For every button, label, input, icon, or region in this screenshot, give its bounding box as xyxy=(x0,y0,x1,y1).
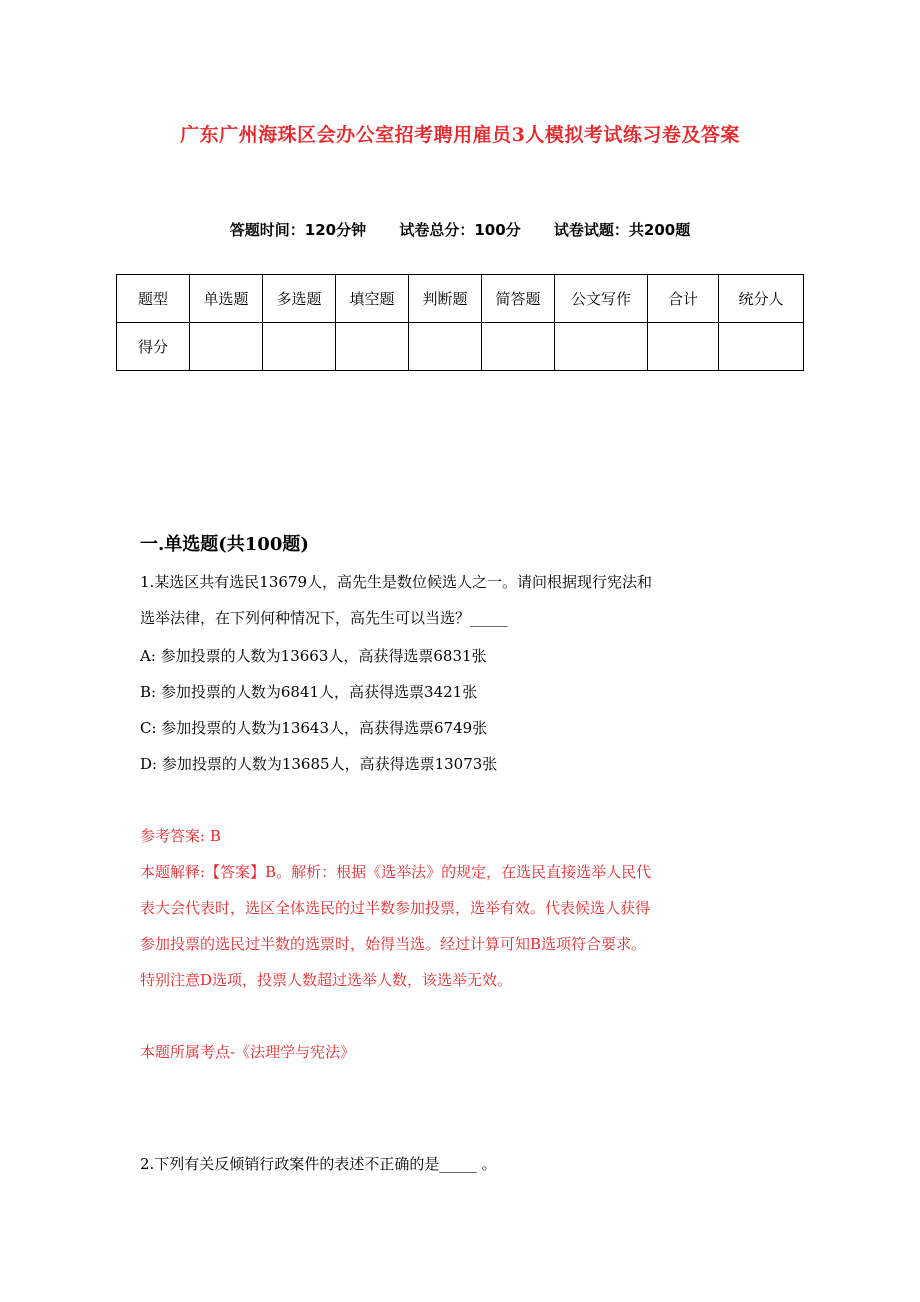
header-cell-fill: 填空题 xyxy=(336,275,409,323)
score-cell xyxy=(336,323,409,371)
exam-meta xyxy=(0,219,920,240)
score-table xyxy=(116,274,804,371)
option-a: A: 参加投票的人数为13663人，高获得选票6831张 xyxy=(140,647,487,665)
explanation-line: 本题解释:【答案】B。解析：根据《选举法》的规定，在选民直接选举人民代 xyxy=(140,863,652,881)
exam-time: 答题时间：120分钟 xyxy=(229,221,367,239)
explanation-line: 参加投票的选民过半数的选票时，始得当选。经过计算可知B选项符合要求。 xyxy=(140,935,647,953)
question-1-stem-line: 1.某选区共有选民13679人，高先生是数位候选人之一。请问根据现行宪法和 xyxy=(140,573,653,591)
exam-total-score: 试卷总分：100分 xyxy=(399,221,521,239)
explanation-line: 特别注意D选项，投票人数超过选举人数，该选举无效。 xyxy=(140,971,513,989)
exam-question-count: 试卷试题：共200题 xyxy=(553,221,691,239)
score-table-score-row xyxy=(117,323,804,371)
score-row-label: 得分 xyxy=(117,323,190,371)
header-cell-scorer: 统分人 xyxy=(719,275,804,323)
question-1-topic: 本题所属考点-《法理学与宪法》 xyxy=(140,1043,356,1061)
explanation-line: 表大会代表时，选区全体选民的过半数参加投票，选举有效。代表候选人获得 xyxy=(140,899,651,917)
option-d: D: 参加投票的人数为13685人，高获得选票13073张 xyxy=(140,755,498,773)
option-b: B: 参加投票的人数为6841人，高获得选票3421张 xyxy=(140,683,478,701)
header-cell-total: 合计 xyxy=(648,275,719,323)
header-cell-multi: 多选题 xyxy=(263,275,336,323)
question-1-explanation xyxy=(140,854,790,998)
header-cell-type: 题型 xyxy=(117,275,190,323)
section-title: 一.单选题(共100题) xyxy=(140,534,309,555)
question-1-stem xyxy=(140,564,790,636)
score-cell xyxy=(409,323,482,371)
score-cell xyxy=(482,323,555,371)
score-table-header-row xyxy=(117,275,804,323)
question-1-options xyxy=(140,638,790,782)
score-cell xyxy=(555,323,648,371)
score-cell xyxy=(263,323,336,371)
question-1-stem-line: 选举法律，在下列何种情况下，高先生可以当选？_____ xyxy=(140,609,508,627)
score-cell xyxy=(190,323,263,371)
header-cell-short: 简答题 xyxy=(482,275,555,323)
score-cell xyxy=(648,323,719,371)
option-c: C: 参加投票的人数为13643人，高获得选票6749张 xyxy=(140,719,488,737)
question-1-answer: 参考答案: B xyxy=(140,827,221,845)
header-cell-judge: 判断题 xyxy=(409,275,482,323)
score-cell xyxy=(719,323,804,371)
question-2-stem: 2.下列有关反倾销行政案件的表述不正确的是_____ 。 xyxy=(140,1155,497,1173)
document-title: 广东广州海珠区会办公室招考聘用雇员3人模拟考试练习卷及答案 xyxy=(180,124,740,146)
header-cell-single: 单选题 xyxy=(190,275,263,323)
header-cell-writing: 公文写作 xyxy=(555,275,648,323)
